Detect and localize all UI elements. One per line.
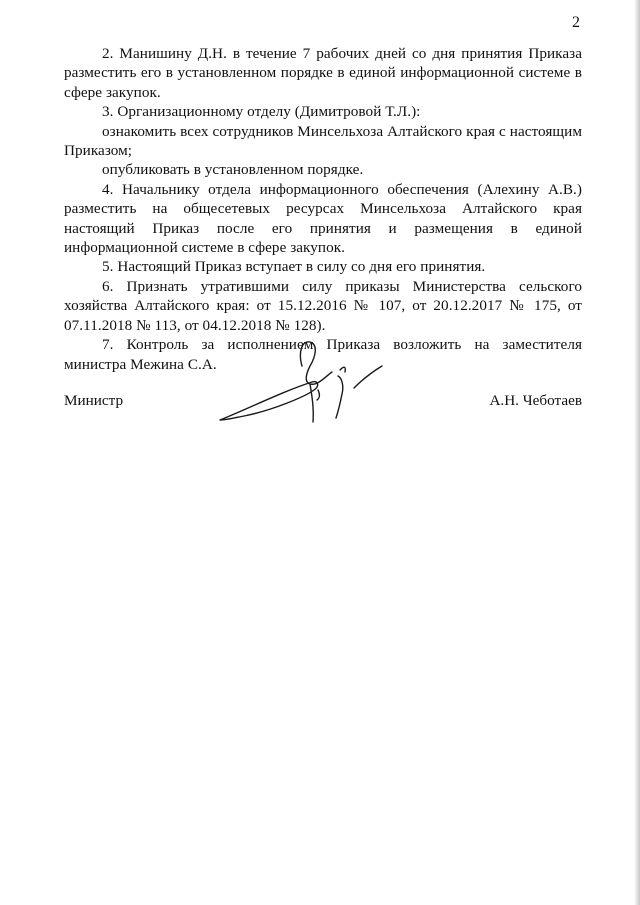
signer-name: А.Н. Чеботаев xyxy=(489,392,582,409)
signature-block xyxy=(64,392,582,412)
paragraph-4: 4. Начальнику отдела информационного обеспечения (Алехину А.В.) разместить на общесетевых ресурсах Минсельхоза Алтайского края настоящий Приказ после его принятия и размещения в единой информационной системе в сфере закупок. xyxy=(64,180,582,257)
handwritten-signature xyxy=(214,336,394,428)
paragraph-3-item-1: ознакомить всех сотрудников Минсельхоза Алтайского края с настоящим Приказом; xyxy=(64,122,582,160)
paragraph-6: 6. Признать утратившими силу приказы Министерства сельского хозяйства Алтайского края: от 15.12.2016 № 107, от 20.12.2017 № 175, от 07.11.2018 № 113, от 04.12.2018 № 128). xyxy=(64,277,582,334)
paragraph-3: 3. Организационному отделу (Димитровой Т.Л.): xyxy=(102,103,421,121)
paragraph-3-item-2: опубликовать в установленном порядке. xyxy=(102,161,364,179)
scan-edge-shadow xyxy=(634,0,640,905)
signer-title: Министр xyxy=(64,392,124,409)
paragraph-7: 7. Контроль за исполнением Приказа возложить на заместителя министра Межина С.А. xyxy=(64,336,582,373)
paragraph-5: 5. Настоящий Приказ вступает в силу со дня его принятия. xyxy=(102,258,486,276)
paragraph-2: 2. Манишину Д.Н. в течение 7 рабочих дней со дня принятия Приказа разместить его в установленном порядке в единой информационной системе в сфере закупок. xyxy=(64,45,582,101)
page-number: 2 xyxy=(572,14,580,31)
document-body xyxy=(64,44,582,374)
